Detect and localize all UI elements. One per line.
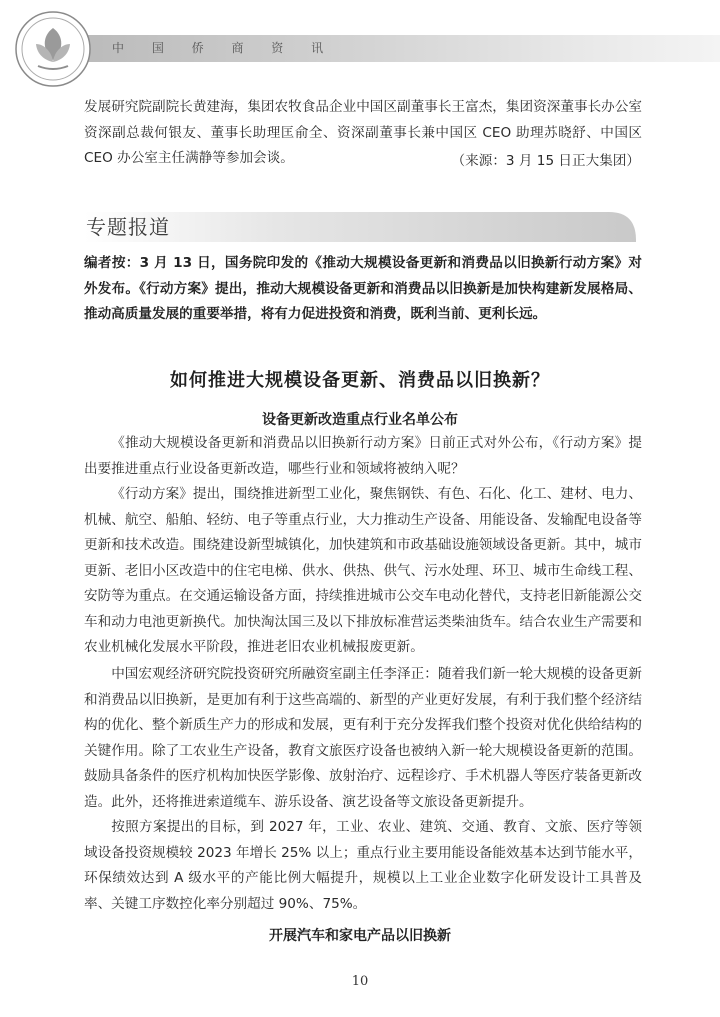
page-number: 10 xyxy=(351,974,369,989)
article-paragraph-3: 中国宏观经济研究院投资研究所融资室副主任李泽正：随着我们新一轮大规模的设备更新和消费品以旧换新，是更加有利于这些高端的、新型的产业更好发展，有利于我们整个经济结构的优化、整个新质生产力的形成和发展，更有利于充分发挥我们整个投资对优化供给结构的关键作用。除了工农业生产设备，教育文旅医疗设备也被纳入新一轮大规模设备更新的范围。鼓励具备条件的医疗机构加快医学影像、放射治疗、远程诊疗、手术机器人等医疗装备更新改造。此外，还将推进索道缆车、游乐设备、演艺设备等文旅设备更新提升。 xyxy=(84,666,642,810)
article-paragraph-4: 按照方案提出的目标，到 2027 年，工业、农业、建筑、交通、教育、文旅、医疗等领域设备投资规模较 2023 年增长 25% 以上；重点行业主要用能设备能效基本达到节能水平，环保绩效达到 A 级水平的产能比例大幅提升，规模以上工业企业数字化研发设计工具普及率、关键工序数控化率分别超过 90%、75%。 xyxy=(84,819,642,912)
article-subhead-1: 设备更新改造重点行业名单公布 xyxy=(262,412,458,428)
article-paragraph-2: 《行动方案》提出，围绕推进新型工业化，聚焦钢铁、有色、石化、化工、建材、电力、机械、航空、船舶、轻纺、电子等重点行业，大力推动生产设备、用能设备、发输配电设备等更新和技术改造。围绕建设新型城镇化，加快建筑和市政基础设施领域设备更新。其中，城市更新、老旧小区改造中的住宅电梯、供水、供热、供气、污水处理、环卫、城市生命线工程、安防等为重点。在交通运输设备方面，持续推进城市公交车电动化替代，支持老旧新能源公交车和动力电池更新换代。加快淘汰国三及以下排放标准营运类柴油货车。结合农业生产需要和农业机械化发展水平阶段，推进老旧农业机械报废更新。 xyxy=(84,486,642,655)
section-title: 专题报道 xyxy=(86,215,170,239)
organization-logo-icon xyxy=(14,10,92,88)
article-subhead-2: 开展汽车和家电产品以旧换新 xyxy=(269,928,451,944)
intro-paragraph: 发展研究院副院长黄建海，集团农牧食品企业中国区副董事长王富杰，集团资深董事长办公室资深副总裁何银友、董事长助理匡俞全、资深副董事长兼中国区 CEO 助理苏晓舒、中国区 CEO 办公室主任满静等参加会谈。 xyxy=(84,99,642,166)
header-title: 中 国 侨 商 资 讯 xyxy=(112,41,336,55)
article-headline: 如何推进大规模设备更新、消费品以旧换新？ xyxy=(170,370,550,391)
article-paragraph-1: 《推动大规模设备更新和消费品以旧换新行动方案》日前正式对外公布，《行动方案》提出要推进重点行业设备更新改造，哪些行业和领域将被纳入呢？ xyxy=(84,435,642,477)
editor-note: 编者按：3 月 13 日，国务院印发的《推动大规模设备更新和消费品以旧换新行动方案》对外发布。《行动方案》提出，推动大规模设备更新和消费品以旧换新是加快构建新发展格局、推动高质量发展的重要举措，将有力促进投资和消费，既利当前、更利长远。 xyxy=(84,255,642,322)
source-line: （来源：3 月 15 日正大集团） xyxy=(451,153,640,169)
